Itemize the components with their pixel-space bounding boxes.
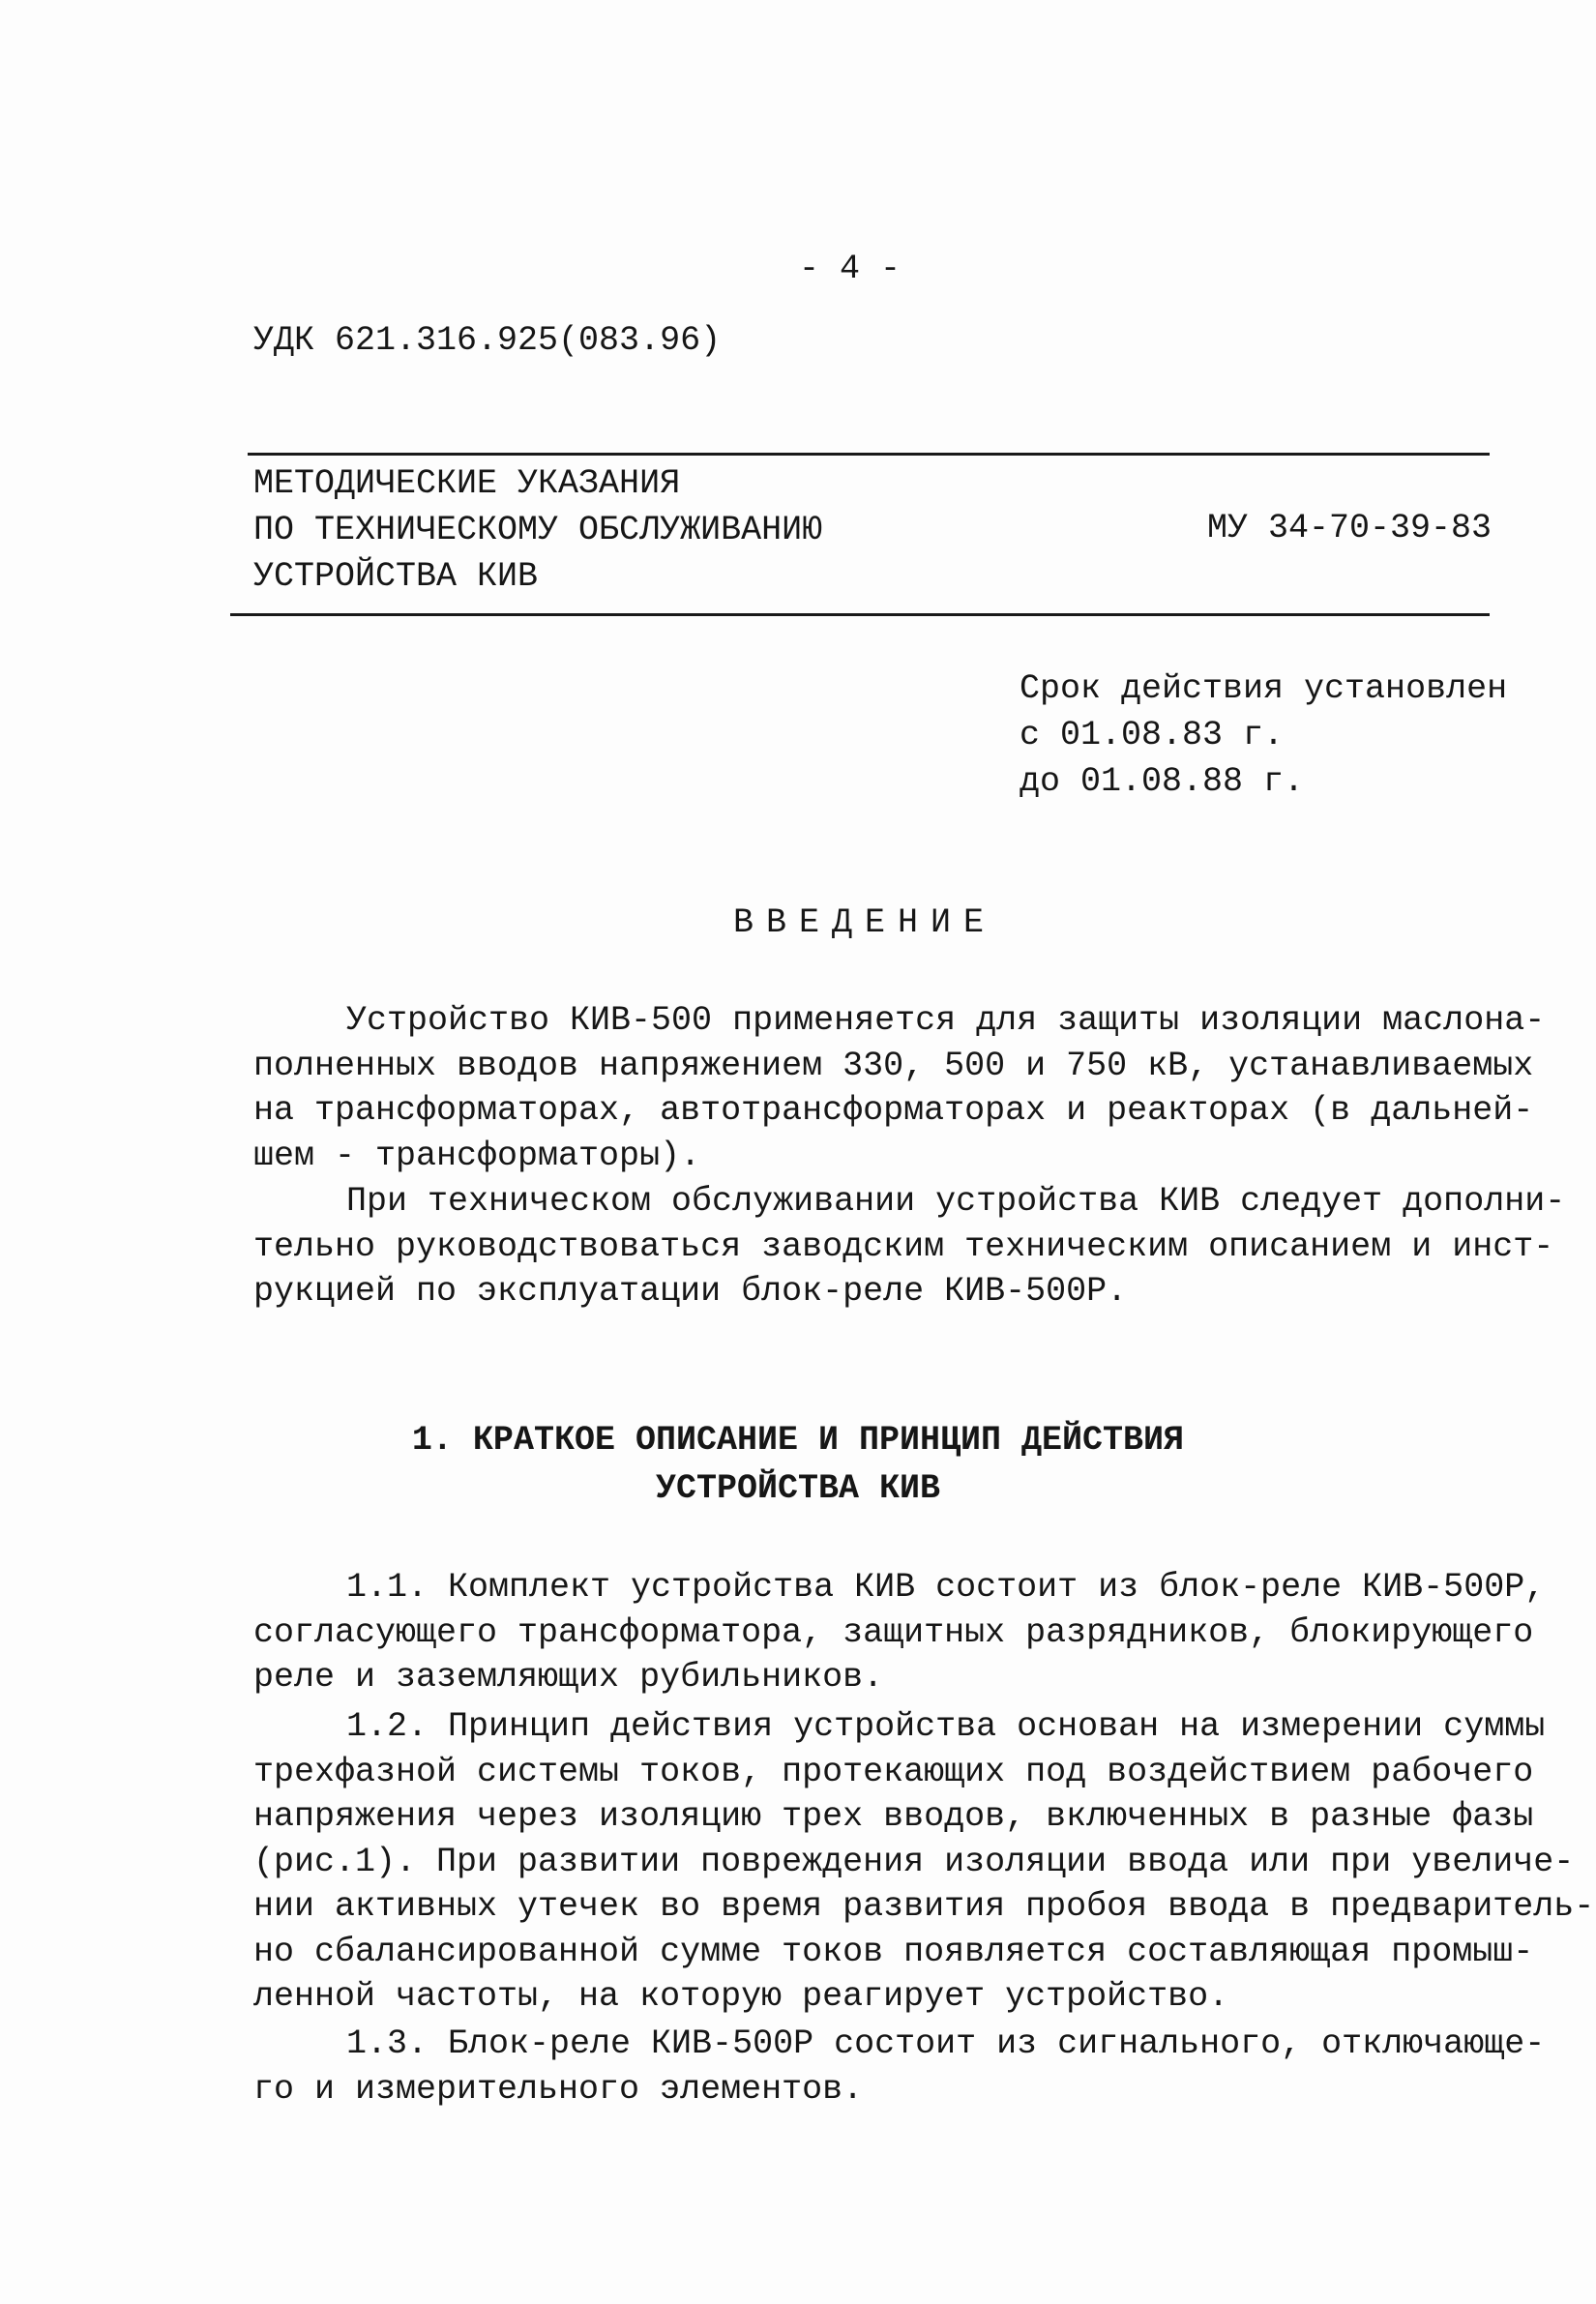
section-1-title [0, 1416, 1596, 1513]
text-line: го и измерительного элементов. [253, 2069, 864, 2109]
validity-line: Срок действия установлен [1020, 669, 1508, 708]
document-title-line: МЕТОДИЧЕСКИЕ УКАЗАНИЯ [253, 464, 681, 503]
text-line: Устройство КИВ-500 применяется для защиты изоляции маслона- [346, 1001, 1546, 1040]
header-rule-bottom [230, 613, 1490, 616]
text-line: При техническом обслуживании устройства КИВ следует дополни- [346, 1182, 1566, 1221]
paragraph-1-2 [253, 1704, 1594, 2020]
document-title [253, 460, 822, 600]
validity-line: до 01.08.88 г. [1020, 762, 1305, 801]
document-code: МУ 34-70-39-83 [1207, 509, 1493, 547]
text-line: трехфазной системы токов, протекающих под воздействием рабочего [253, 1752, 1534, 1791]
validity-line: с 01.08.83 г. [1020, 716, 1285, 754]
text-line: рукцией по эксплуатации блок-реле КИВ-500Р. [253, 1272, 1128, 1311]
text-line: полненных вводов напряжением 330, 500 и 750 кВ, устанавливаемых [253, 1046, 1534, 1085]
text-line: согласующего трансформатора, защитных разрядников, блокирующего [253, 1612, 1534, 1652]
section-title-line: 1. КРАТКОЕ ОПИСАНИЕ И ПРИНЦИП ДЕЙСТВИЯ [411, 1421, 1185, 1460]
intro-paragraph-2 [253, 1179, 1565, 1314]
paragraph-1-1 [253, 1565, 1545, 1700]
text-line: нии активных утечек во время развития пробоя ввода в предваритель- [253, 1887, 1595, 1926]
intro-heading: ВВЕДЕНИЕ [733, 903, 997, 942]
text-line: шем - трансформаторы). [253, 1136, 701, 1175]
page-number: - 4 - [799, 250, 901, 288]
text-line: реле и заземляющих рубильников. [253, 1658, 884, 1697]
document-title-line: ПО ТЕХНИЧЕСКОМУ ОБСЛУЖИВАНИЮ [253, 511, 823, 549]
text-line: тельно руководствоваться заводским техническим описанием и инст- [253, 1226, 1554, 1266]
udk-code: УДК 621.316.925(083.96) [253, 321, 722, 360]
text-line: на трансформаторах, автотрансформаторах и реакторах (в дальней- [253, 1091, 1534, 1130]
text-line: 1.2. Принцип действия устройства основан на измерении суммы [346, 1707, 1546, 1746]
text-line: напряжения через изоляцию трех вводов, включенных в разные фазы [253, 1797, 1534, 1836]
paragraph-1-3 [253, 2022, 1545, 2112]
document-title-line: УСТРОЙСТВА КИВ [253, 557, 539, 596]
text-line: ленной частоты, на которую реагирует устройство. [253, 1977, 1229, 2016]
intro-paragraph-1 [253, 998, 1545, 1178]
text-line: 1.3. Блок-реле КИВ-500Р состоит из сигнального, отключающе- [346, 2024, 1546, 2063]
section-title-line: УСТРОЙСТВА КИВ [655, 1469, 941, 1508]
text-line: 1.1. Комплект устройства КИВ состоит из блок-реле КИВ-500Р, [346, 1568, 1546, 1607]
text-line: (рис.1). При развитии повреждения изоляции ввода или при увеличе- [253, 1842, 1575, 1881]
header-rule-top [248, 453, 1490, 456]
text-line: но сбалансированной сумме токов появляется составляющая промыш- [253, 1932, 1534, 1971]
validity-period [1020, 665, 1507, 805]
